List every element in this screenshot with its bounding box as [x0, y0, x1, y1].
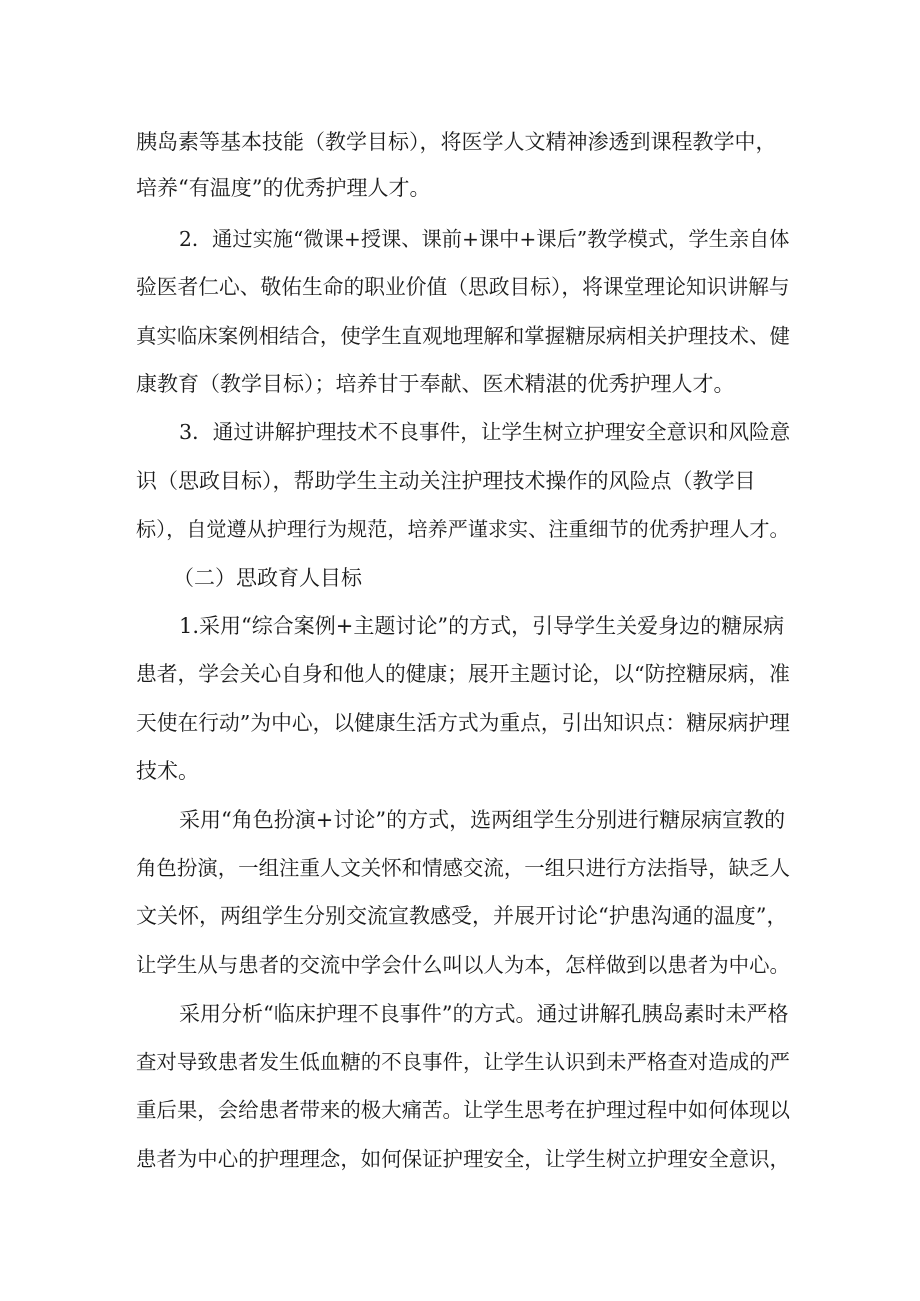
- text-line: 验医者仁心、敬佑生命的职业价值（思政目标），将课堂理论知识讲解与: [136, 275, 790, 299]
- text-line: 让学生从与患者的交流中学会什么叫以人为本，怎样做到以患者为中心。: [136, 953, 790, 977]
- text-line: 康教育（教学目标）；培养甘于奉献、医术精湛的优秀护理人才。: [136, 372, 735, 396]
- text-line: 文关怀，两组学生分别交流宣教感受，并展开讨论“护患沟通的温度”，: [136, 904, 788, 928]
- text-line: 重后果，会给患者带来的极大痛苦。让学生思考在护理过程中如何体现以: [136, 1098, 790, 1122]
- paragraph-first-line: 采用分析“临床护理不良事件”的方式。通过讲解孔胰岛素时未严格: [179, 1002, 789, 1026]
- text-line: 技术。: [136, 759, 199, 783]
- text-line: 识（思政目标），帮助学生主动关注护理技术操作的风险点（教学目: [136, 469, 756, 493]
- text-line: 标），自觉遵从护理行为规范，培养严谨求实、注重细节的优秀护理人才。: [136, 517, 790, 541]
- text-line: 培养“有温度”的优秀护理人才。: [136, 176, 431, 200]
- text-line: 患者，学会关心自身和他人的健康；展开主题讨论，以“防控糖尿病，准: [136, 662, 790, 686]
- list-item-1-line: 1.采用“综合案例+主题讨论”的方式，引导学生关爱身边的糖尿病: [179, 614, 785, 638]
- section-heading: （二）思政育人目标: [173, 566, 362, 590]
- text-line: 真实临床案例相结合，使学生直观地理解和掌握糖尿病相关护理技术、健: [136, 324, 790, 348]
- list-item-3-line: 3．通过讲解护理技术不良事件，让学生树立护理安全意识和风险意: [179, 420, 791, 444]
- paragraph-first-line: 采用“角色扮演+讨论”的方式，选两组学生分别进行糖尿病宣教的: [179, 808, 786, 832]
- text-line: 胰岛素等基本技能（教学目标），将医学人文精神渗透到课程教学中，: [136, 130, 777, 154]
- text-line: 查对导致患者发生低血糖的不良事件，让学生认识到未严格查对造成的严: [136, 1050, 790, 1074]
- text-line: 角色扮演，一组注重人文关怀和情感交流，一组只进行方法指导，缺乏人: [136, 856, 790, 880]
- text-line: 患者为中心的护理理念，如何保证护理安全，让学生树立护理安全意识，: [136, 1147, 790, 1171]
- list-item-2-line: 2．通过实施“微课+授课、课前+课中+课后”教学模式，学生亲自体: [179, 227, 790, 251]
- text-line: 天使在行动”为中心，以健康生活方式为重点，引出知识点：糖尿病护理: [136, 711, 790, 735]
